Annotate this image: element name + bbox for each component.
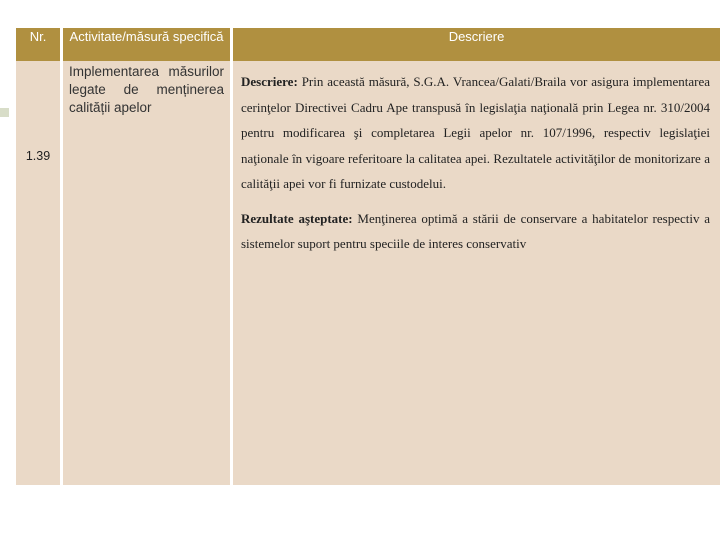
description-paragraph — [241, 69, 710, 197]
measures-table — [16, 28, 720, 485]
activity-text: Implementarea măsurilor legate de menținerea calității apelor — [69, 64, 224, 115]
column-nr — [16, 28, 60, 485]
row-number: 1.39 — [25, 149, 51, 163]
cell-description — [233, 61, 720, 485]
header-description: Descriere — [233, 28, 720, 61]
results-label: Rezultate aşteptate: — [241, 210, 353, 226]
bullet-marker — [0, 108, 9, 117]
cell-nr — [16, 61, 60, 485]
column-description — [233, 28, 720, 485]
description-label: Descriere: — [241, 74, 298, 89]
results-paragraph — [241, 206, 710, 257]
results-text: Menţinerea optimă a stării de conservare a habitatelor respectiv a sistemelor suport pentru speciile de interes conservativ — [241, 210, 711, 251]
column-activity — [63, 28, 230, 485]
description-text: Prin această măsură, S.G.A. Vrancea/Galati/Braila vor asigura implementarea cerinţelor Directivei Cadru Ape transpusă în legislaţia naţională prin Legea nr. 310/2004 pentru modificarea şi completarea Legii apelor nr. 107/1996, respectiv legislaţiei naţionale în vigoare referitoare la calitatea apei. Rezultatele activităţilor de monitorizare a calităţii apei vor fi furnizate custodelui. — [241, 74, 710, 191]
cell-activity — [63, 61, 230, 485]
header-nr: Nr. — [16, 28, 60, 61]
description-content — [241, 69, 710, 266]
header-activity: Activitate/măsură specifică — [63, 28, 230, 61]
